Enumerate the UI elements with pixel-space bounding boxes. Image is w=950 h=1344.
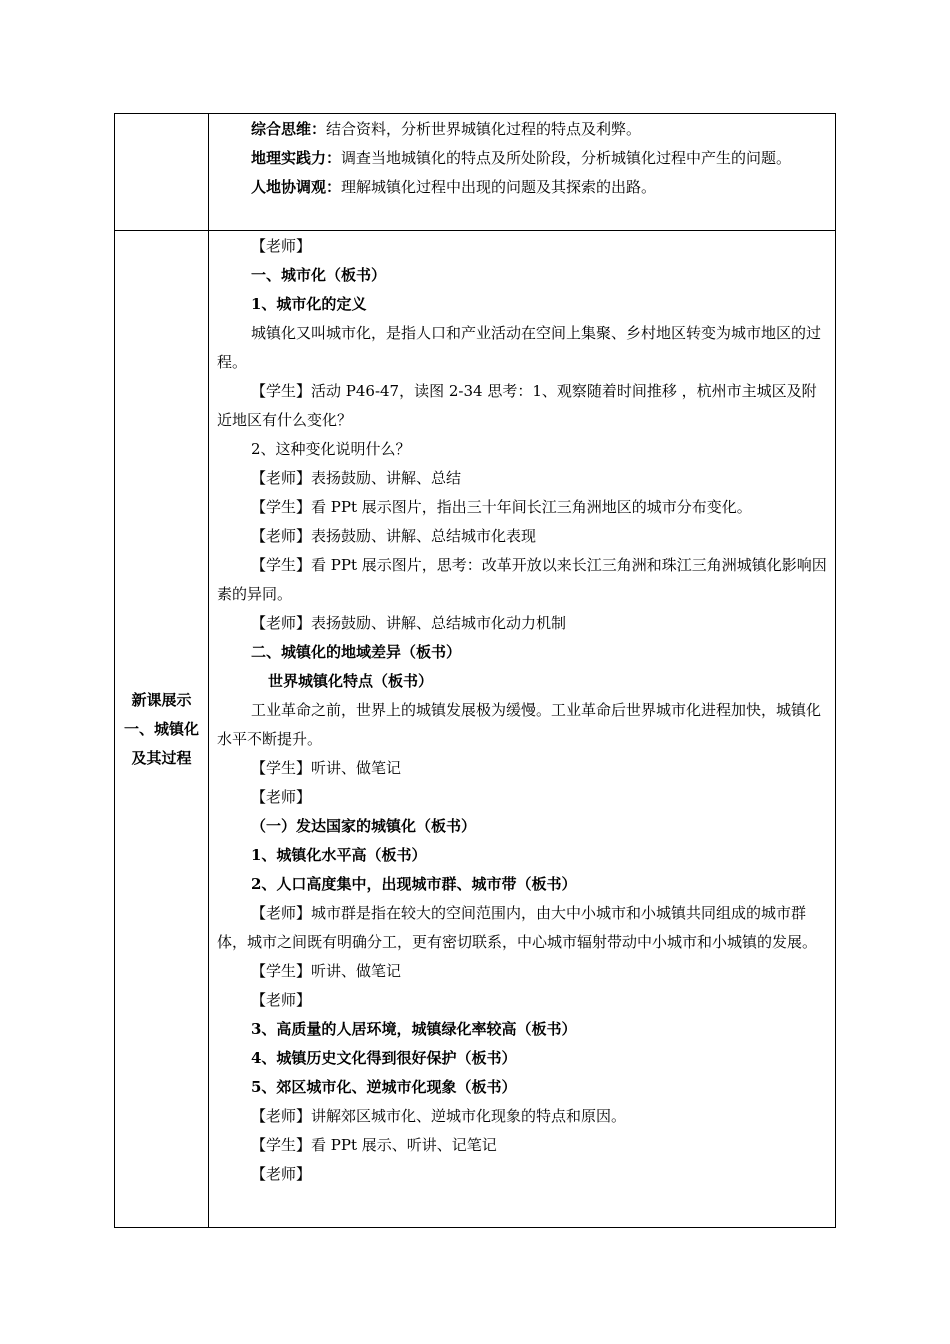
board-heading: 2、人口高度集中，出现城市群、城市带（板书）: [251, 875, 577, 893]
board-heading: 5、郊区城市化、逆城市化现象（板书）: [251, 1078, 517, 1096]
objective-line: 人地协调观：理解城镇化过程中出现的问题及其探索的出路。: [251, 178, 657, 196]
board-heading: 1、城市化的定义: [251, 295, 367, 313]
objective-line: 综合思维：结合资料，分析世界城镇化过程的特点及利弊。: [251, 120, 642, 138]
teacher-cue: 【老师】表扬鼓励、讲解、总结: [251, 469, 462, 487]
board-heading: 4、城镇历史文化得到很好保护（板书）: [251, 1049, 517, 1067]
student-activity: 【学生】听讲、做笔记: [251, 759, 402, 777]
board-heading: 3、高质量的人居环境，城镇绿化率较高（板书）: [251, 1020, 577, 1038]
objectives-row: [115, 114, 836, 231]
objective-line: 地理实践力：调查当地城镇化的特点及所处阶段，分析城镇化过程中产生的问题。: [251, 149, 792, 167]
student-activity: 【学生】看 PPt 展示图片，思考：改革开放以来长江三角洲和珠江三角洲城镇化影响因素的异同。: [217, 556, 827, 603]
lesson-process-row: [115, 231, 836, 1228]
objectives-label-cell: [115, 114, 209, 231]
teacher-cue: 【老师】: [251, 237, 312, 255]
student-activity: 【学生】活动 P46-47，读图 2-34 思考：1、观察随着时间推移 ，杭州市主城区及附近地区有什么变化？: [217, 382, 817, 429]
board-heading: 二、城镇化的地域差异（板书）: [251, 643, 462, 661]
teacher-cue: 【老师】讲解郊区城市化、逆城市化现象的特点和原因。: [251, 1107, 627, 1125]
teacher-cue: 【老师】: [251, 1165, 312, 1183]
process-label-cell: [115, 231, 209, 1228]
student-question: 2、这种变化说明什么？: [251, 440, 411, 458]
objectives-content-cell: [209, 114, 836, 231]
lesson-plan-table: [114, 113, 836, 1228]
teacher-cue: 【老师】表扬鼓励、讲解、总结城市化动力机制: [251, 614, 567, 632]
process-label: 新课展示一、城镇化及其过程: [123, 690, 199, 767]
teacher-cue: 【老师】表扬鼓励、讲解、总结城市化表现: [251, 527, 537, 545]
teacher-cue: 【老师】: [251, 788, 312, 806]
student-activity: 【学生】看 PPt 展示图片，指出三十年间长江三角洲地区的城市分布变化。: [251, 498, 752, 516]
board-heading: 1、城镇化水平高（板书）: [251, 846, 427, 864]
teacher-cue: 【老师】: [251, 991, 312, 1009]
board-heading: （一）发达国家的城镇化（板书）: [251, 817, 477, 835]
board-heading: 世界城镇化特点（板书）: [268, 672, 434, 690]
body-text: 工业革命之前，世界上的城镇发展极为缓慢。工业革命后世界城市化进程加快，城镇化水平不断提升。: [217, 701, 822, 748]
board-heading: 一、城市化（板书）: [251, 266, 387, 284]
definition-text: 城镇化又叫城市化，是指人口和产业活动在空间上集聚、乡村地区转变为城市地区的过程。: [217, 324, 822, 371]
process-content-cell: [209, 231, 836, 1228]
student-activity: 【学生】听讲、做笔记: [251, 962, 402, 980]
teacher-cue: 【老师】城市群是指在较大的空间范围内，由大中小城市和小城镇共同组成的城市群体，城市之间既有明确分工，更有密切联系，中心城市辐射带动中小城市和小城镇的发展。: [217, 904, 818, 951]
student-activity: 【学生】看 PPt 展示、听讲、记笔记: [251, 1136, 497, 1154]
